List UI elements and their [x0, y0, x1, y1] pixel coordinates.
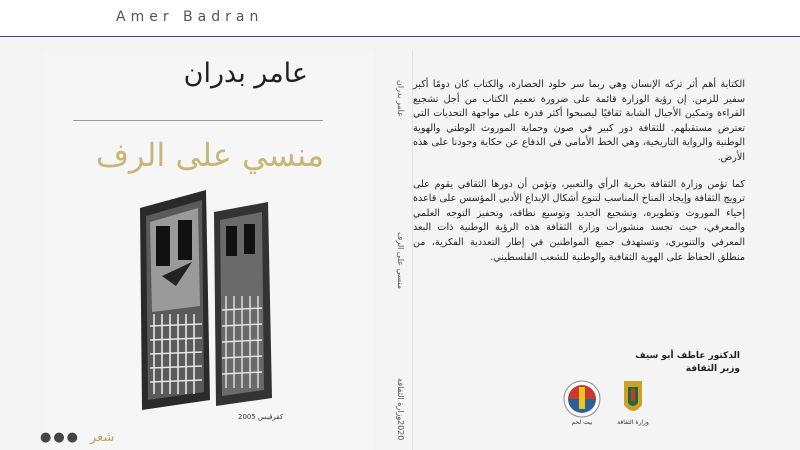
back-paragraph-2: كما تؤمن وزارة الثقافة بحرية الرأي والتعبير، وتؤمن أن دورها الثقافي يقوم على ترويج الثقافة وإيجاد المناخ المناسب لتنوع أشكال الإبداع الأدبي المؤسس على قاعدة إحياء الموروث وتطويره، وتشجيع الجديد وتوسيع نطاقه، وتحفيز التوجه العلمي والمعرفي، حيث تجسد منشورات وزارة الثقافة هذه الرؤية الوطنية ذات البعد المعرفي والتنويري، وتستهدف جميع المواطنين في إطار التعددية الفكرية، من منطلق الحفاظ على الهوية الثقافية والوطنية للشعب الفلسطيني. — [413, 178, 745, 263]
artwork-caption: كفرقيس 2005 — [238, 413, 284, 421]
spine-publisher: وزارة الثقافة — [396, 378, 405, 421]
spine-year: 2020 — [396, 420, 405, 441]
spine-title: منسي على الرف — [396, 232, 405, 290]
signature-name: الدكتور عاطف أبو سيف — [635, 351, 740, 361]
author-name-english: Amer Badran — [116, 9, 264, 25]
back-paragraph-1: الكتابة أهم أثر تركه الإنسان وهي ربما سر خلود الحضارة، والكتاب كان دومًا أكبر سفير للزمن. إن رؤية الوزارة قائمة على ضرورة تعميم الكتاب من أجل تشجيع القراءة وتمكين الأجيال الشابة ثقافيًا ليصبحوا أكثر قدرة على مواجهة التحديات التي تعترض مستقبلهم. للثقافة دور كبير في صون وحماية الموروث الوطني والهوية الوطنية والرواية التاريخية، وهي الخط الأمامي في الدفاع عن حكاية وجودنا على هذه الأرض. — [413, 79, 745, 163]
publisher-logos — [560, 377, 680, 427]
pagination-dots[interactable]: ●●● — [40, 430, 81, 445]
back-cover-text — [413, 78, 745, 277]
top-banner — [0, 0, 800, 37]
cover-divider — [73, 120, 323, 121]
ministry-of-culture-emblem-icon — [624, 381, 642, 411]
signature-title: وزير الثقافة — [685, 364, 740, 374]
logo-left-label: بيت لحم — [571, 419, 593, 426]
genre-label: شعر — [90, 430, 115, 445]
bethlehem-logo-icon — [564, 381, 600, 417]
spine-author: عامر بدران — [396, 80, 405, 117]
cover-title: منسي على الرف — [95, 136, 324, 174]
cover-artwork — [132, 186, 312, 412]
logo-right-label: وزارة الثقافة — [617, 419, 649, 426]
signature — [560, 350, 740, 376]
book-spine — [378, 50, 412, 450]
cover-author: عامر بدران — [183, 58, 308, 89]
